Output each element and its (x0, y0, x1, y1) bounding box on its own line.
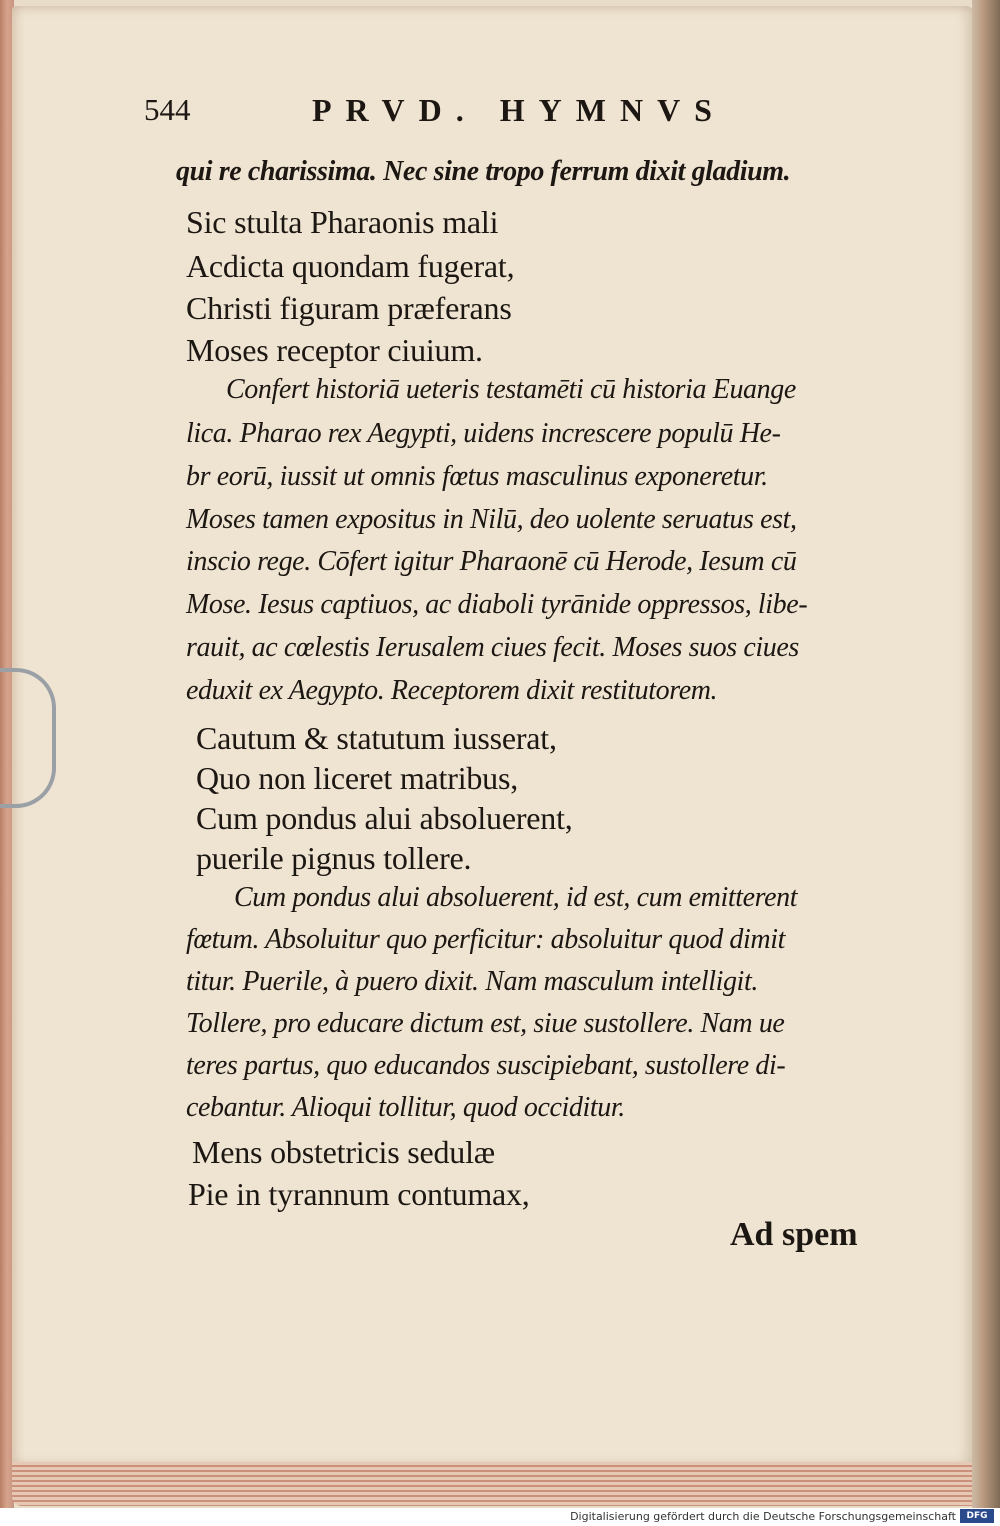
verse-line: Pie in tyrannum contumax, (188, 1176, 530, 1212)
commentary-line: rauit, ac cœlestis Ierusalem ciues fecit. Moses suos ciues (186, 632, 799, 663)
commentary-line: fœtum. Absoluitur quo perficitur: absoluitur quod dimit (186, 924, 785, 955)
verse-line: Sic stulta Pharaonis mali (186, 204, 499, 240)
commentary-line: eduxit ex Aegypto. Receptorem dixit restitutorem. (186, 675, 718, 706)
verse-line: Christi figuram præferans (186, 290, 512, 326)
verse-line: Quo non liceret matribus, (196, 760, 519, 796)
commentary-line: Tollere, pro educare dictum est, siue sustollere. Nam ue (186, 1008, 785, 1039)
commentary-line: Confert historiā ueteris testamēti cū historia Euange (226, 374, 796, 405)
catchword: Ad spem (730, 1216, 858, 1253)
commentary-line: teres partus, quo educandos suscipiebant, sustollere di- (186, 1050, 786, 1081)
verse-line: Acdicta quondam fugerat, (186, 248, 515, 284)
commentary-line: Mose. Iesus captiuos, ac diaboli tyrānide oppressos, libe- (186, 589, 808, 620)
commentary-line: lica. Pharao rex Aegypti, uidens increscere populū He- (186, 418, 781, 449)
running-title: PRVD. HYMNVS (312, 92, 726, 128)
text-line: qui re charissima. Nec sine tropo ferrum dixit gladium. (176, 156, 791, 187)
verse-line: puerile pignus tollere. (196, 840, 472, 876)
verse-line: Cautum & statutum iusserat, (196, 720, 557, 756)
verse-line: Moses receptor ciuium. (186, 332, 483, 368)
dfg-logo-icon: DFG (960, 1509, 994, 1523)
commentary-line: Moses tamen expositus in Nilū, deo uolente seruatus est, (186, 504, 797, 535)
commentary-line: titur. Puerile, à puero dixit. Nam masculum intelligit. (186, 966, 758, 997)
commentary-line: inscio rege. Cōfert igitur Pharaonē cū Herode, Iesum cū (186, 546, 797, 577)
digitization-credit: Digitalisierung gefördert durch die Deutsche Forschungsgemeinschaft (570, 1510, 956, 1523)
commentary-line: cebantur. Alioqui tollitur, quod occiditur. (186, 1092, 625, 1123)
commentary-line: Cum pondus alui absoluerent, id est, cum emitterent (234, 882, 798, 913)
verse-line: Mens obstetricis sedulæ (192, 1134, 495, 1170)
page-number: 544 (144, 92, 191, 127)
verse-line: Cum pondus alui absoluerent, (196, 800, 573, 836)
commentary-line: br eorū, iussit ut omnis fœtus masculinus exponeretur. (186, 461, 768, 492)
